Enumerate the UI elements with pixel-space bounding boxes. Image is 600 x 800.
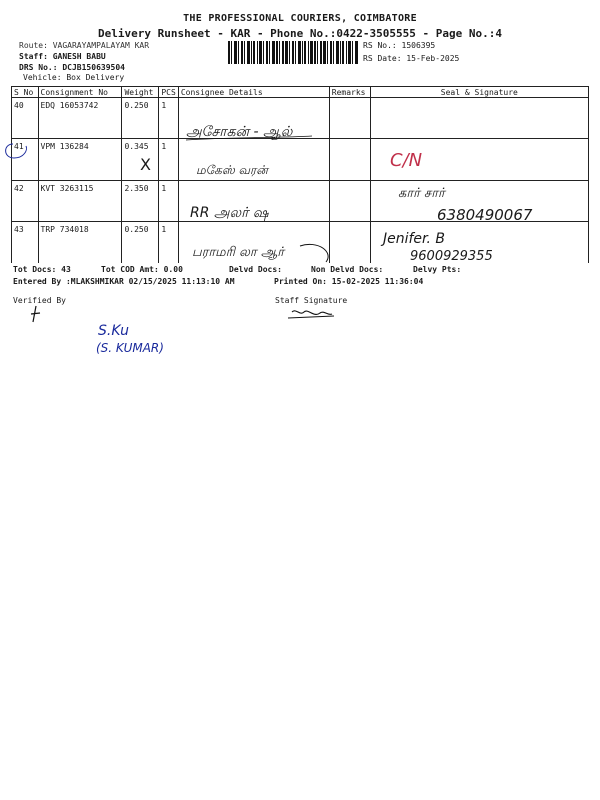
vehicle-label: Vehicle: Box Delivery xyxy=(23,73,125,82)
col-consignment: Consignment No xyxy=(38,87,122,98)
col-weight: Weight xyxy=(122,87,159,98)
cell-remarks xyxy=(329,139,370,180)
row43-handwritten-name: பராமரி லா ஆர் xyxy=(192,245,285,260)
rs-date: RS Date: 15-Feb-2025 xyxy=(363,54,460,63)
cell-sno: 40 xyxy=(12,98,39,139)
tot-cod: Tot COD Amt: 0.00 xyxy=(101,265,183,274)
drs-number: DRS No.: DCJB150639504 xyxy=(19,63,125,72)
verifier-tick-icon xyxy=(31,306,40,322)
row41-cross-mark: X xyxy=(140,155,151,174)
cell-sno: 43 xyxy=(12,222,39,263)
row42-phone: 6380490067 xyxy=(437,206,533,224)
verified-by-label: Verified By xyxy=(13,296,66,305)
cell-weight: 0.345 xyxy=(122,139,159,180)
cell-pcs: 1 xyxy=(159,139,178,180)
staff-signature-scribble-icon xyxy=(288,311,334,318)
cell-weight: 0.250 xyxy=(122,222,159,263)
row43-seal-signature: Jenifer. B xyxy=(383,231,446,247)
delvy-pts: Delvy Pts: xyxy=(413,265,462,274)
cell-weight: 0.250 xyxy=(122,98,159,139)
cell-consignee xyxy=(178,139,329,180)
cell-sno: 41 xyxy=(12,139,39,180)
entered-by: Entered By :MLAKSHMIKAR 02/15/2025 11:13:10 AM xyxy=(13,277,235,286)
col-remarks: Remarks xyxy=(329,87,370,98)
cell-pcs: 1 xyxy=(159,98,178,139)
table-header-row xyxy=(12,87,589,98)
consignment-table xyxy=(11,86,589,263)
cell-remarks xyxy=(329,180,370,221)
cell-consignee xyxy=(178,180,329,221)
col-pcs: PCS xyxy=(159,87,178,98)
cell-pcs: 1 xyxy=(159,180,178,221)
col-seal: Seal & Signature xyxy=(370,87,588,98)
cell-sno: 42 xyxy=(12,180,39,221)
table-row xyxy=(12,180,589,221)
tot-docs: Tot Docs: 43 xyxy=(13,265,71,274)
rs-number: RS No.: 1506395 xyxy=(363,41,436,50)
cell-seal xyxy=(370,139,588,180)
cell-consignment: EDQ 16053742 xyxy=(38,98,122,139)
verifier-initial: S.Ku xyxy=(98,323,130,339)
cell-consignment: TRP 734018 xyxy=(38,222,122,263)
cell-weight: 2.350 xyxy=(122,180,159,221)
table-row xyxy=(12,139,589,180)
runsheet-title: Delivery Runsheet - KAR - Phone No.:0422-3505555 - Page No.:4 xyxy=(98,27,502,40)
cell-seal xyxy=(370,98,588,139)
cell-consignee xyxy=(178,98,329,139)
row42-handwritten-name: RR அலர் ஷ xyxy=(190,205,269,221)
row41-handwritten-name: மகேஸ் வரன் xyxy=(196,163,268,177)
cell-pcs: 1 xyxy=(159,222,178,263)
table-row xyxy=(12,98,589,139)
cell-consignment: VPM 136284 xyxy=(38,139,122,180)
staff-signature-label: Staff Signature xyxy=(275,296,348,305)
verifier-name: (S. KUMAR) xyxy=(96,341,164,355)
cell-consignment: KVT 3263115 xyxy=(38,180,122,221)
cell-seal xyxy=(370,222,588,263)
non-delvd-docs: Non Delvd Docs: xyxy=(311,265,384,274)
col-sno: S No xyxy=(12,87,39,98)
row41-remark-cn: C/N xyxy=(390,150,423,171)
cell-remarks xyxy=(329,222,370,263)
company-name: THE PROFESSIONAL COURIERS, COIMBATORE xyxy=(183,13,417,24)
col-consignee: Consignee Details xyxy=(178,87,329,98)
cell-seal xyxy=(370,180,588,221)
row43-phone: 9600929355 xyxy=(410,249,493,264)
printed-on: Printed On: 15-02-2025 11:36:04 xyxy=(274,277,424,286)
row40-handwritten-name: அசோகன் - ஆல் xyxy=(186,124,293,140)
row42-seal-signature: கார் சார் xyxy=(398,186,445,201)
table-row xyxy=(12,222,589,263)
cell-consignee xyxy=(178,222,329,263)
totals-line xyxy=(13,265,593,275)
staff-label: Staff: GANESH BABU xyxy=(19,52,106,61)
route-label: Route: VAGARAYAMPALAYAM KAR xyxy=(19,41,150,50)
barcode-icon xyxy=(228,41,358,64)
delvd-docs: Delvd Docs: xyxy=(229,265,282,274)
cell-remarks xyxy=(329,98,370,139)
